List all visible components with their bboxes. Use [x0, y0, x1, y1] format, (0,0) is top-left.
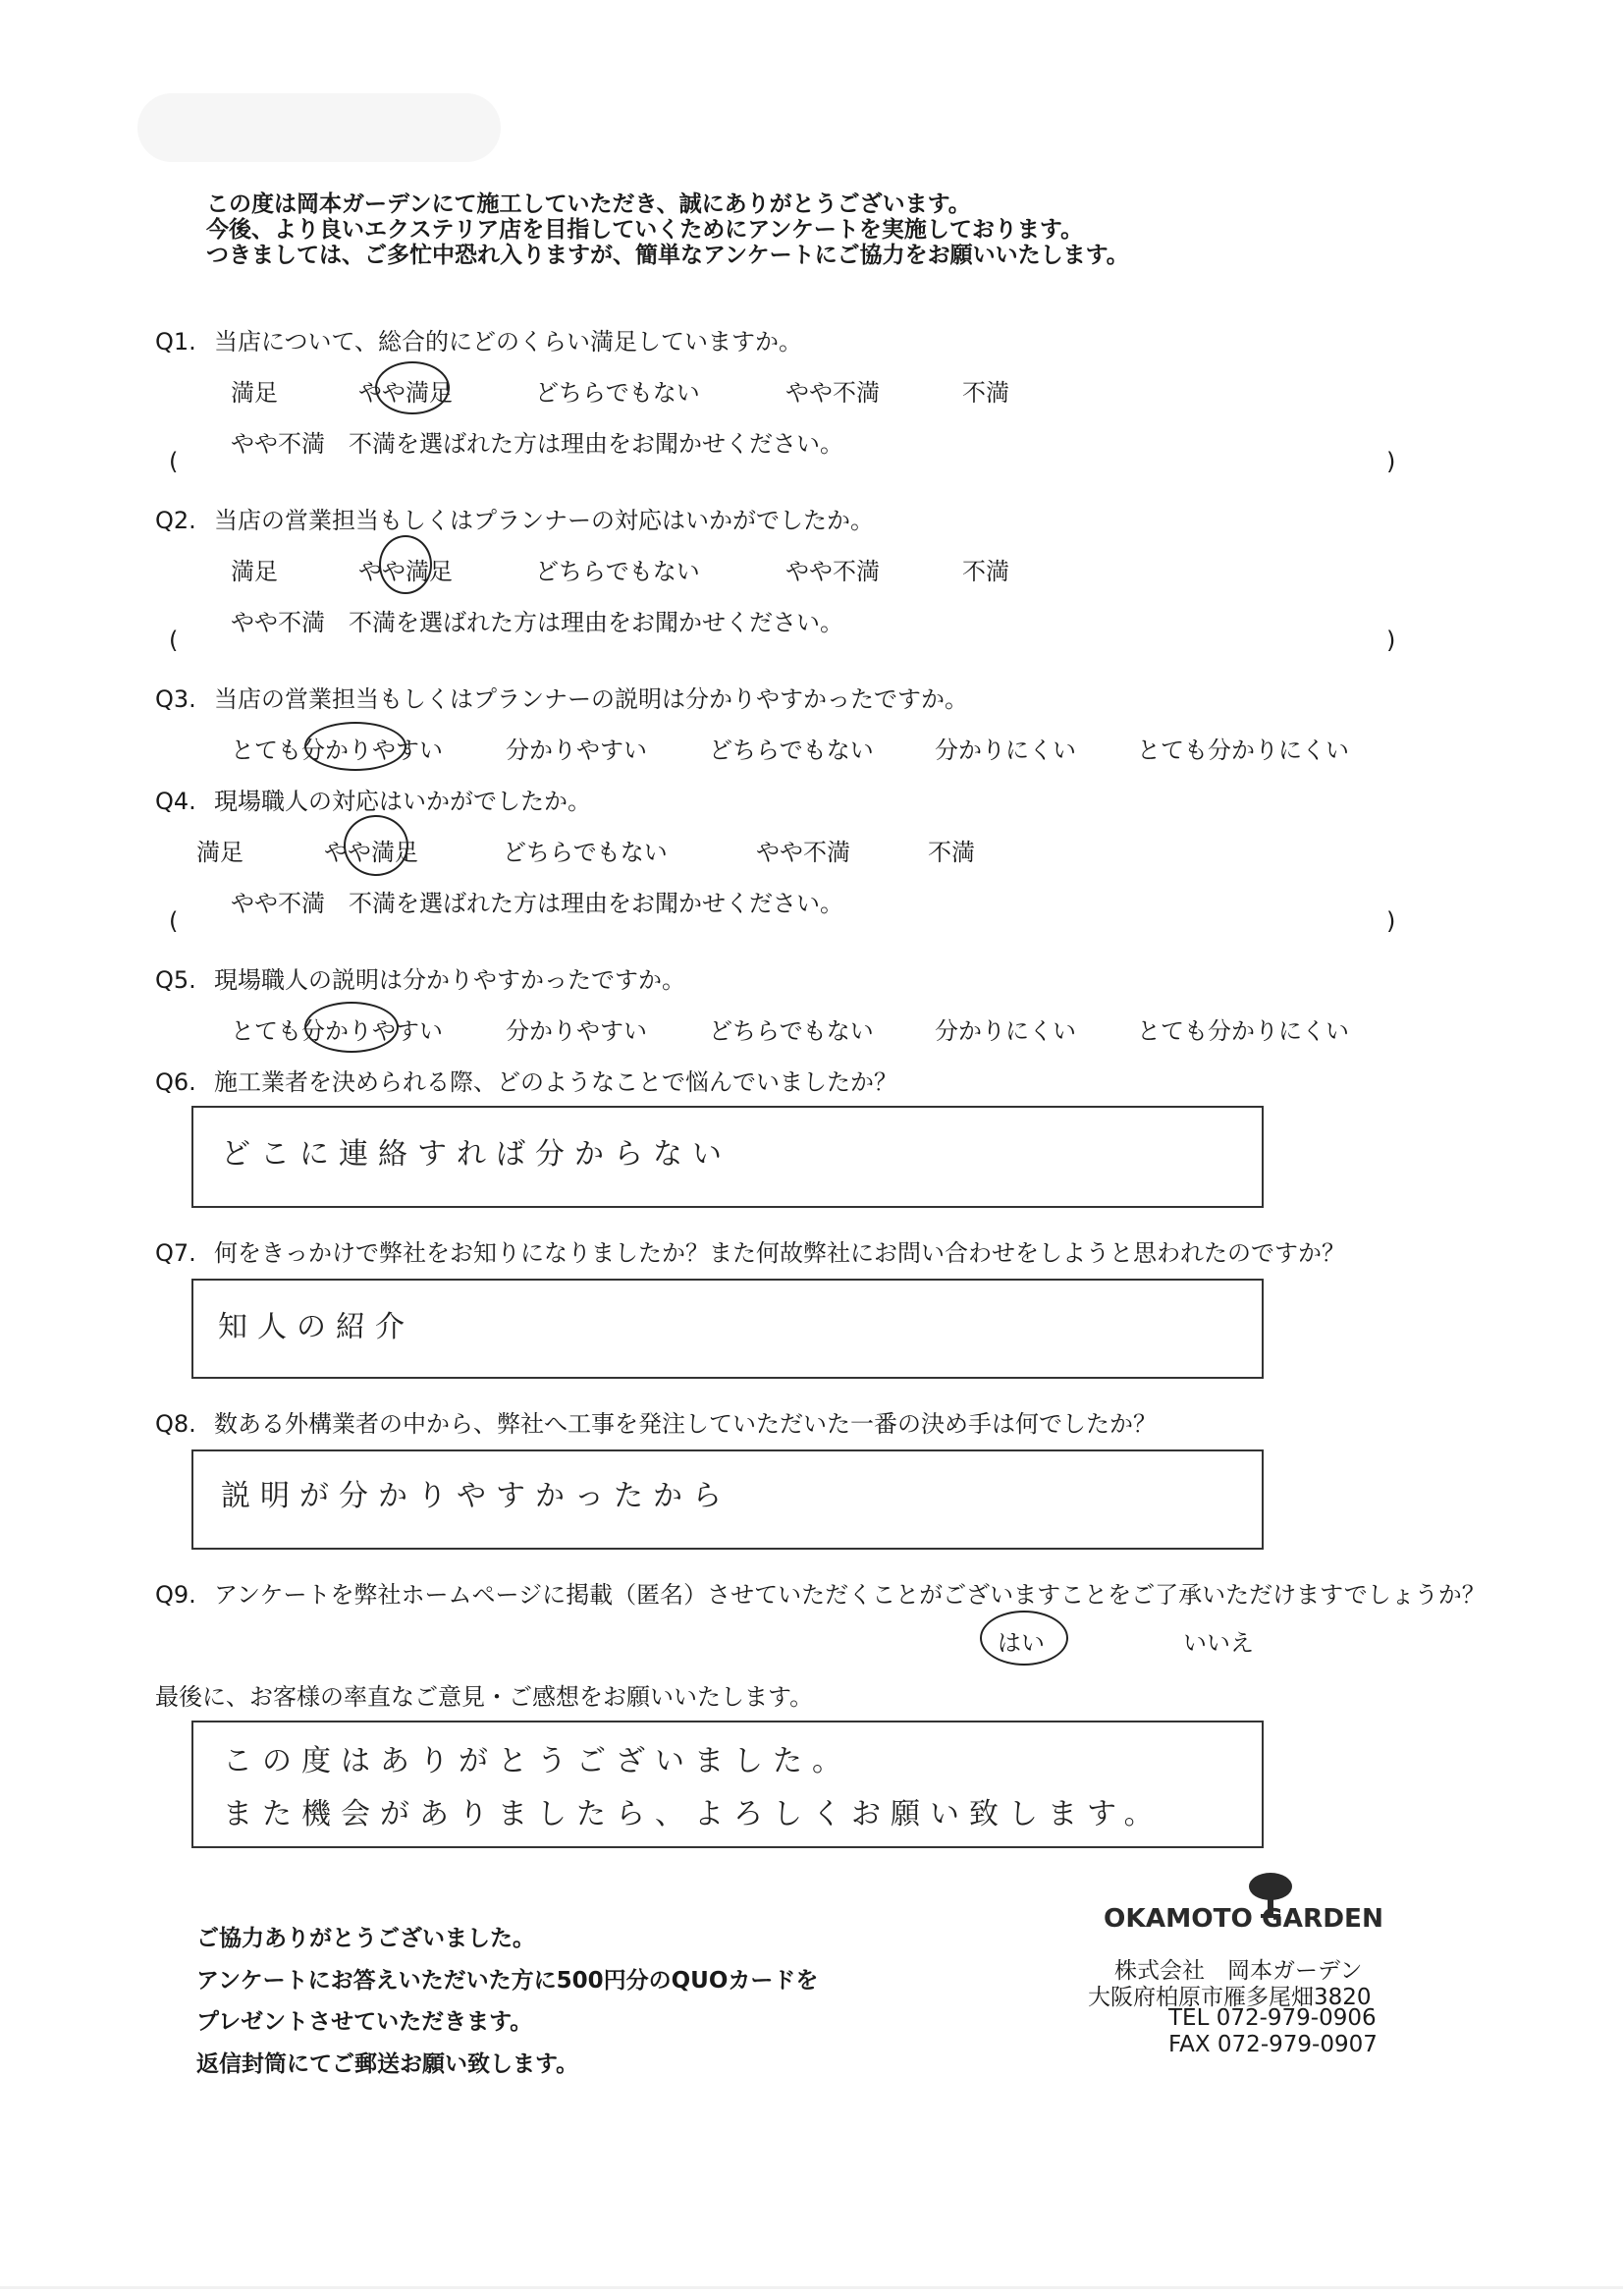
- q8-answer-text: 説明が分かりやすかったから: [221, 1479, 731, 1513]
- logo-text: OKAMOTO GARDEN: [1104, 1904, 1383, 1932]
- q5-question: [155, 960, 685, 995]
- q6-text: 施工業者を決められる際、どのようなことで悩んでいましたか？: [214, 1068, 897, 1096]
- q7-answer-box[interactable]: [191, 1279, 1264, 1379]
- thanks-line-1: ご協力ありがとうございました。: [196, 1926, 535, 1951]
- scan-smudge: [137, 93, 501, 162]
- q5-text: 現場職人の説明は分かりやすかったですか。: [214, 966, 685, 994]
- q1-option-satisfied[interactable]: 満足: [231, 379, 278, 407]
- q2-reason-label: やや不満 不満を選ばれた方は理由をお聞かせください。: [231, 609, 843, 636]
- q3-option-very-clear[interactable]: とても分かりやすい: [231, 737, 443, 764]
- company-address: 大阪府柏原市雁多尾畑3820: [1088, 1985, 1372, 2010]
- thanks-line-2: アンケートにお答えいただいた方に500円分のQUOカードを: [196, 1968, 819, 1994]
- q2-option-dissatisfied[interactable]: 不満: [962, 558, 1009, 585]
- q4-number: Q4.: [155, 788, 196, 815]
- q6-number: Q6.: [155, 1068, 196, 1096]
- q3-number: Q3.: [155, 685, 196, 713]
- q3-option-very-unclear[interactable]: とても分かりにくい: [1137, 737, 1349, 764]
- q4-reason-label: やや不満 不満を選ばれた方は理由をお聞かせください。: [231, 890, 843, 917]
- intro-line-3: つきましては、ご多忙中恐れ入りますが、簡単なアンケートにご協力をお願いいたします。: [206, 243, 1129, 268]
- intro-line-1: この度は岡本ガーデンにて施工していただき、誠にありがとうございます。: [206, 191, 971, 217]
- q1-text: 当店について、総合的にどのくらい満足していますか。: [214, 328, 803, 355]
- q2-option-somewhat-satisfied[interactable]: やや満足: [358, 558, 453, 585]
- company-tel: TEL 072-979-0906: [1168, 2005, 1377, 2031]
- q3-option-neutral[interactable]: どちらでもない: [709, 737, 874, 764]
- thanks-line-3: プレゼントさせていただきます。: [196, 2009, 533, 2035]
- q1-reason-label: やや不満 不満を選ばれた方は理由をお聞かせください。: [231, 430, 843, 458]
- q1-option-somewhat-satisfied[interactable]: やや満足: [358, 379, 453, 407]
- q2-reason-open-paren: (: [169, 627, 179, 654]
- q1-option-dissatisfied[interactable]: 不満: [962, 379, 1009, 407]
- q8-question: [155, 1404, 1157, 1439]
- q3-option-unclear[interactable]: 分かりにくい: [935, 737, 1076, 764]
- q3-text: 当店の営業担当もしくはプランナーの説明は分かりやすかったですか。: [214, 685, 968, 713]
- q7-number: Q7.: [155, 1239, 196, 1267]
- q7-answer-text: 知人の紹介: [218, 1310, 414, 1344]
- scan-edge-line: [0, 2286, 1623, 2289]
- q9-number: Q9.: [155, 1581, 196, 1609]
- q1-reason-open-paren: (: [169, 448, 179, 475]
- q1-option-neutral[interactable]: どちらでもない: [535, 379, 700, 407]
- q1-reason-close-paren: ): [1386, 448, 1396, 475]
- q7-text: 何をきっかけで弊社をお知りになりましたか？また何故弊社にお問い合わせをしようと思われたのですか？: [214, 1239, 1345, 1267]
- final-comments-box[interactable]: [191, 1721, 1264, 1848]
- q2-option-neutral[interactable]: どちらでもない: [535, 558, 700, 585]
- q9-option-yes[interactable]: はい: [998, 1629, 1045, 1657]
- q2-reason-close-paren: ): [1386, 627, 1396, 654]
- final-comments-label: 最後に、お客様の率直なご意見・ご感想をお願いいたします。: [155, 1683, 814, 1711]
- company-fax: FAX 072-979-0907: [1168, 2032, 1378, 2057]
- q4-option-neutral[interactable]: どちらでもない: [503, 839, 668, 866]
- q4-option-somewhat-dissatisfied[interactable]: やや不満: [756, 839, 850, 866]
- q2-question: [155, 501, 874, 535]
- q6-answer-box[interactable]: [191, 1106, 1264, 1208]
- q9-option-no[interactable]: いいえ: [1183, 1629, 1254, 1657]
- q5-option-unclear[interactable]: 分かりにくい: [935, 1017, 1076, 1045]
- q2-number: Q2.: [155, 507, 196, 534]
- q6-answer-text: どこに連絡すれば分からない: [221, 1137, 731, 1172]
- tree-logo-icon: [1102, 1871, 1386, 1932]
- q6-question: [155, 1063, 897, 1097]
- q9-question: [155, 1575, 1486, 1610]
- q5-option-clear[interactable]: 分かりやすい: [506, 1017, 647, 1045]
- final-answer-line-2: また機会がありましたら、よろしくお願い致します。: [223, 1797, 1163, 1831]
- q5-number: Q5.: [155, 966, 196, 994]
- q4-reason-open-paren: (: [169, 907, 179, 935]
- q4-reason-close-paren: ): [1386, 907, 1396, 935]
- intro-line-2: 今後、より良いエクステリア店を目指していくためにアンケートを実施しております。: [206, 217, 1084, 243]
- q8-text: 数ある外構業者の中から、弊社へ工事を発注していただいた一番の決め手は何でしたか？: [214, 1410, 1157, 1438]
- q5-option-neutral[interactable]: どちらでもない: [709, 1017, 874, 1045]
- company-name: 株式会社 岡本ガーデン: [1114, 1958, 1363, 1984]
- q8-answer-box[interactable]: [191, 1449, 1264, 1550]
- q4-question: [155, 782, 591, 816]
- q1-number: Q1.: [155, 328, 196, 355]
- q4-text: 現場職人の対応はいかがでしたか。: [214, 788, 591, 815]
- company-logo: [1102, 1871, 1386, 1936]
- q3-option-clear[interactable]: 分かりやすい: [506, 737, 647, 764]
- q2-text: 当店の営業担当もしくはプランナーの対応はいかがでしたか。: [214, 507, 874, 534]
- q9-text: アンケートを弊社ホームページに掲載（匿名）させていただくことがございますことをご了承いただけますでしょうか？: [214, 1581, 1486, 1609]
- q2-option-somewhat-dissatisfied[interactable]: やや不満: [785, 558, 880, 585]
- q4-option-dissatisfied[interactable]: 不満: [928, 839, 975, 866]
- thanks-line-4: 返信封筒にてご郵送お願い致します。: [196, 2051, 579, 2077]
- q8-number: Q8.: [155, 1410, 196, 1438]
- q5-option-very-unclear[interactable]: とても分かりにくい: [1137, 1017, 1349, 1045]
- final-answer-line-1: この度はありがとうございました。: [223, 1744, 851, 1778]
- q3-question: [155, 680, 968, 714]
- q5-option-very-clear[interactable]: とても分かりやすい: [231, 1017, 443, 1045]
- q1-question: [155, 322, 802, 356]
- q4-option-somewhat-satisfied[interactable]: やや満足: [324, 839, 418, 866]
- q1-option-somewhat-dissatisfied[interactable]: やや不満: [785, 379, 880, 407]
- q7-question: [155, 1233, 1345, 1268]
- q2-option-satisfied[interactable]: 満足: [231, 558, 278, 585]
- q4-option-satisfied[interactable]: 満足: [196, 839, 243, 866]
